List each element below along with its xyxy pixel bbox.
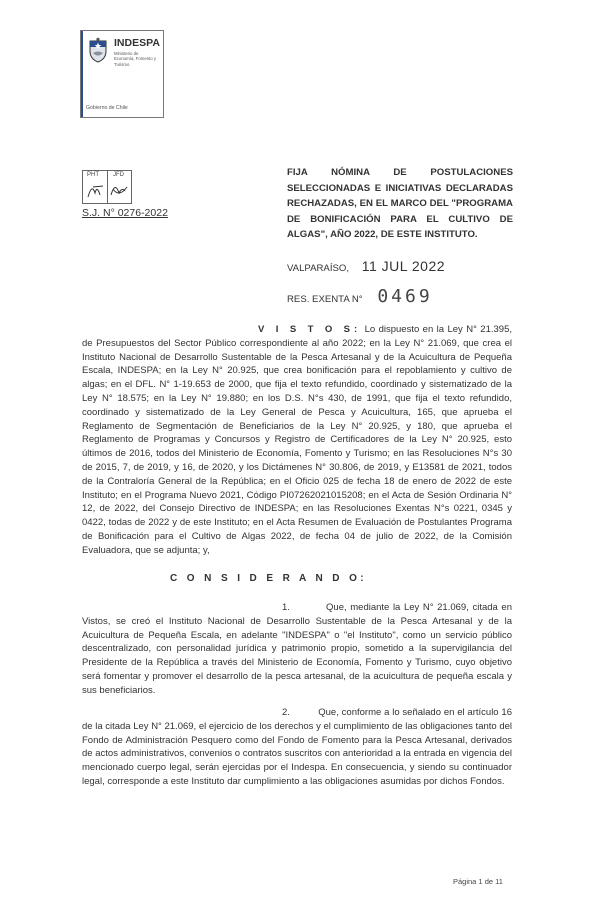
approval-stamp	[82, 170, 130, 206]
logo-name: INDESPA	[114, 37, 160, 49]
institution-logo	[80, 30, 164, 118]
resolution-number: 0469	[377, 286, 433, 307]
vistos-text: Lo dispuesto en la Ley N° 21.395, de Presupuestos del Sector Público correspondiente al año 2022; en la Ley N° 21.069, que crea el Instituto Nacional de Desarrollo Sustentable de la Pesca Artesanal y de la Acuicultura de Pequeña Escala, INDESPA; en la Ley N° 20.925, que crea bonificación para el repoblamiento y cultivo de algas; en el DFL. N° 1-19.653 de 2000, que fija el texto refundido, coordinado y sistematizado de la Ley N° 18.575; en la Ley N° 19.880; en los D.S. N°s 430, de 1991, que fija el texto refundido, coordinado y sistematizado de la Ley General de Pesca y Acuicultura, 165, que aprueba el Reglamento de Segmentación de Beneficiarios de la Ley N° 20.925, y 180, que aprueba el Reglamento de Programas y Concursos y Registro de Certificadores de la Ley N° 20.925, esto últimos de 2016, todos del Ministerio de Economía, Fomento y Turismo; en las Resoluciones N°s 30 de 2015, 7, de 2019, y 16, de 2020, y los Dictámenes N° 30.806, de 2019, y E13581 de 2021, todos de la Contraloría General de la República; en el Oficio 025 de fecha 18 de enero de 2022 de este Instituto; en el Programa Nuevo 2021, Código PI07262021015208; en el Acta de Sesión Ordinaria N° 12, de 2022, del Consejo Directivo de INDESPA; en las Resoluciones Exentas N°s 0221, 0345 y 0422, todas de 2022 y de este Instituto; en el Acta Resumen de Evaluación de Postulantes Programa de Bonificación para el Cultivo de Algas 2022, de fecha 04 de julio de 2022, de la Comisión Evaluadora, que se adjunta; y,	[82, 324, 513, 556]
stamp-grid	[82, 170, 132, 204]
page-number: Página 1 de 11	[453, 877, 503, 886]
considerando-item	[82, 706, 512, 789]
vistos-heading: V I S T O S:	[258, 324, 362, 335]
stamp-label-left: PHT	[87, 172, 99, 178]
logo-subtitle: Ministerio de Economía, Fomento y Turismo	[114, 51, 157, 67]
initials-signature-icon	[83, 171, 131, 203]
resolution-label: RES. EXENTA N°	[287, 294, 363, 305]
considerando-item-number: 1.	[282, 602, 290, 613]
considerando-item-text: Que, conforme a lo señalado en el artículo 16 de la citada Ley N° 21.069, el ejercicio de los derechos y el cumplimiento de las obligaciones tanto del Fondo de Administración Pesquero como del Fondo de Fomento para la Pesca Artesanal, derivados de actos administrativos, convenios o contratos suscritos con anterioridad a la entrada en vigencia del mencionado cuerpo legal, serán ejercidas por el Indespa. En consecuencia, y siendo su continuador legal, corresponde a este Instituto dar cumplimiento a las obligaciones asumidas por dichos Fondos.	[82, 707, 512, 787]
stamp-label-right: JFD	[113, 172, 124, 178]
resolution-number-row	[287, 286, 433, 307]
vistos-paragraph	[82, 323, 512, 558]
resolution-title: FIJA NÓMINA DE POSTULACIONES SELECCIONADAS E INICIATIVAS DECLARADAS RECHAZADAS, EN EL MARCO DEL "PROGRAMA DE BONIFICACIÓN PARA EL CULTIVO DE ALGAS", AÑO 2022, DE ESTE INSTITUTO.	[287, 167, 513, 241]
place-date	[287, 258, 445, 274]
place-label: VALPARAÍSO,	[287, 263, 350, 274]
considerando-item-text: Que, mediante la Ley N° 21.069, citada en Vistos, se creó el Instituto Nacional de Desarrollo Sustentable de la Pesca Artesanal y de la Acuicultura de Pequeña Escala, en adelante "INDESPA" o "el Instituto", como un servicio público descentralizado, con personalidad jurídica y patrimonio propio, sometido a la supervigilancia del Presidente de la República a través del Ministerio de Economía, Fomento y Turismo, cuyo objetivo será fomentar y promover el desarrollo de la pesca artesanal, de la acuicultura de pequeña escala y sus beneficiarios.	[82, 602, 512, 696]
logo-stripe	[81, 31, 83, 117]
logo-footer: Gobierno de Chile	[86, 105, 128, 111]
considerando-heading: C O N S I D E R A N D O:	[170, 573, 367, 584]
coat-of-arms-icon	[87, 37, 109, 63]
reference-number: S.J. N° 0276-2022	[82, 207, 168, 219]
date-stamp: 11 JUL 2022	[361, 258, 446, 274]
considerando-item-number: 2.	[282, 707, 290, 718]
considerando-item	[82, 601, 512, 698]
